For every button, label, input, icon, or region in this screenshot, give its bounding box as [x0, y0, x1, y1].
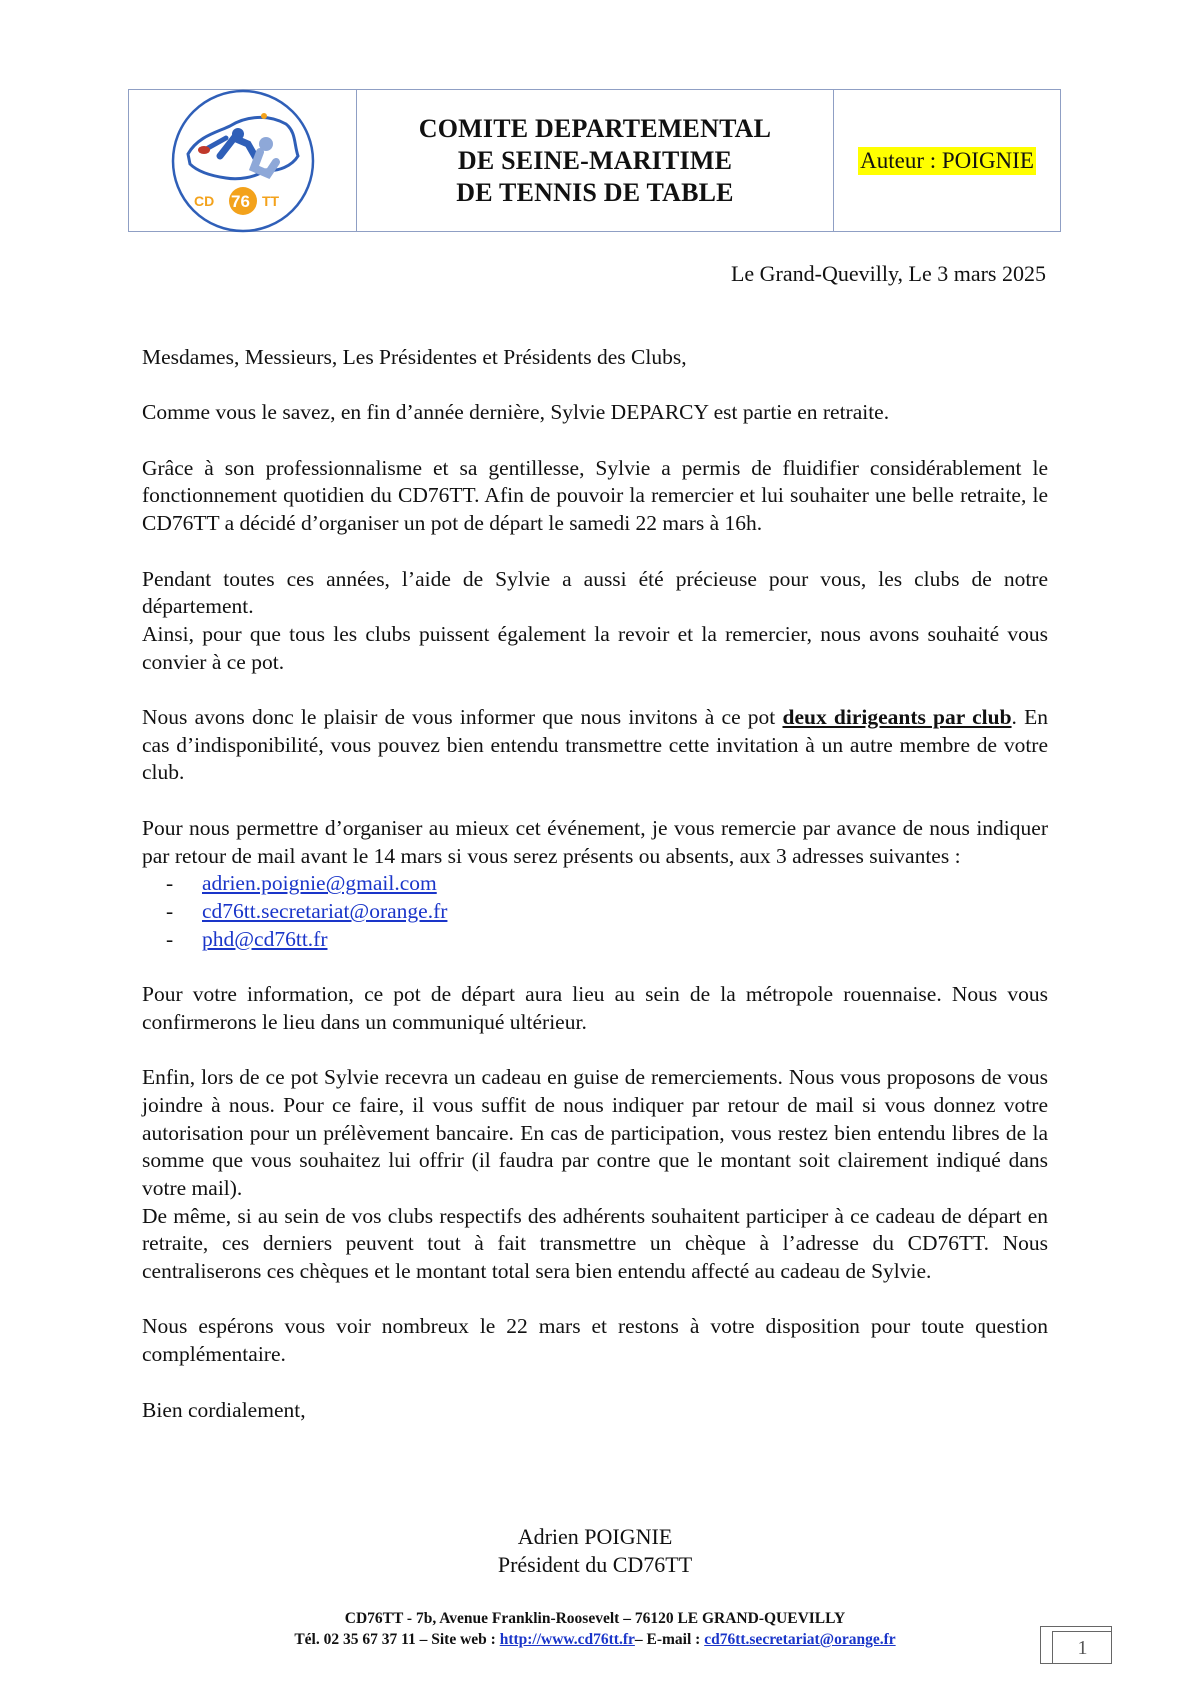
- invitation-emphasis: deux dirigeants par club: [782, 705, 1012, 730]
- footer-contact: [0, 1629, 1190, 1650]
- author-cell: [834, 90, 1060, 231]
- list-item: [142, 870, 1048, 898]
- letter-body: [142, 344, 1048, 1424]
- paragraph-closing-hope: Nous espérons vous voir nombreux le 22 mars et restons à votre disposition pour toute question complémentaire.: [142, 1314, 1048, 1367]
- paragraph-location: Pour votre information, ce pot de départ aura lieu au sein de la métropole rouennaise. Nous vous confirmerons le lieu dans un communiqué ultérieur.: [142, 982, 1048, 1034]
- logo-cell: [129, 90, 357, 231]
- logo-text-76: 76: [230, 191, 250, 211]
- email-link[interactable]: cd76tt.secretariat@orange.fr: [202, 898, 448, 923]
- invitation-text-post: . En cas d’indisponibilité, vous pouvez bien entendu transmettre cette invitation à un autre membre de votre club.: [142, 705, 1048, 785]
- author-label: Auteur : POIGNIE: [860, 147, 1034, 173]
- paragraph-gift: Enfin, lors de ce pot Sylvie recevra un cadeau en guise de remerciements. Nous vous proposons de vous joindre à nous. Pour ce faire, il vous suffit de nous indiquer par retour de mail si vous donnez votre autorisation pour un prélèvement bancaire. En cas de participation, vous restez bien entendu libres de la somme que vous souhaitez lui offrir (il faudra par contre que le montant soit clairement indiqué dans votre mail).: [142, 1065, 1048, 1200]
- signature-name: Adrien POIGNIE: [517, 1524, 673, 1549]
- header-table: [128, 89, 1061, 232]
- title-cell: [357, 90, 834, 231]
- footer-email-link[interactable]: cd76tt.secretariat@orange.fr: [704, 1631, 896, 1648]
- list-dash: -: [166, 926, 174, 951]
- date-line: Le Grand-Quevilly, Le 3 mars 2025: [730, 261, 1046, 286]
- paragraph-invitation: [142, 704, 1048, 787]
- paragraph-gift-members: De même, si au sein de vos clubs respectifs des adhérents souhaitent participer à ce cadeau de départ en retraite, ces derniers peuvent tout à fait transmettre un chèque à l’adresse du CD76TT. Nous centraliserons ces chèques et le montant total sera bien entendu affecté au cadeau de Sylvie.: [142, 1203, 1048, 1284]
- footer-tel: Tél. 02 35 67 37 11 – Site web :: [294, 1631, 500, 1648]
- paragraph-retirement: Comme vous le savez, en fin d’année dernière, Sylvie DEPARCY est partie en retraite.: [142, 400, 890, 425]
- email-list: [142, 870, 1048, 953]
- footer: [0, 1608, 1190, 1650]
- list-item: [142, 898, 1048, 926]
- salutation: Mesdames, Messieurs, Les Présidentes et Présidents des Clubs,: [142, 345, 687, 369]
- list-dash: -: [166, 898, 174, 923]
- page-number: 1: [1052, 1631, 1112, 1664]
- cd76tt-logo: [168, 86, 318, 236]
- paragraph-help: Pendant toutes ces années, l’aide de Sylvie a aussi été précieuse pour vous, les clubs de notre département.: [142, 566, 1048, 619]
- paragraph-invite-all: Ainsi, pour que tous les clubs puissent également la revoir et la remercier, nous avons souhaité vous convier à ce pot.: [142, 621, 1048, 674]
- paragraph-thanks: Grâce à son professionnalisme et sa gentillesse, Sylvie a permis de fluidifier considérablement le fonctionnement quotidien du CD76TT. Afin de pouvoir la remercier et lui souhaiter une belle retraite, le CD76TT a décidé d’organiser un pot de départ le samedi 22 mars à 16h.: [142, 455, 1048, 536]
- email-link[interactable]: phd@cd76tt.fr: [202, 926, 328, 951]
- list-dash: -: [166, 871, 174, 896]
- footer-address: CD76TT - 7b, Avenue Franklin-Roosevelt – 76120 LE GRAND-QUEVILLY: [344, 1610, 846, 1627]
- logo-text-tt: TT: [261, 192, 279, 209]
- list-item: [142, 926, 1048, 954]
- logo-text-cd: CD: [193, 192, 214, 209]
- footer-site-link[interactable]: http://www.cd76tt.fr: [499, 1631, 635, 1648]
- invitation-text-pre: Nous avons donc le plaisir de vous informer que nous invitons à ce pot: [142, 705, 783, 730]
- signature-role: Président du CD76TT: [497, 1552, 693, 1577]
- signature-block: [0, 1523, 1190, 1579]
- org-title-line-1: COMITE DEPARTEMENTAL: [418, 113, 772, 143]
- paragraph-rsvp: Pour nous permettre d’organiser au mieux cet événement, je vous remercie par avance de nous indiquer par retour de mail avant le 14 mars si vous serez présents ou absents, aux 3 adresses suivantes :: [142, 815, 1048, 868]
- footer-email-label: – E-mail :: [634, 1631, 705, 1648]
- closing-line: Bien cordialement,: [142, 1397, 306, 1422]
- org-title-line-2: DE SEINE-MARITIME: [457, 145, 733, 175]
- email-link[interactable]: adrien.poignie@gmail.com: [202, 871, 437, 896]
- org-title-line-3: DE TENNIS DE TABLE: [456, 177, 734, 207]
